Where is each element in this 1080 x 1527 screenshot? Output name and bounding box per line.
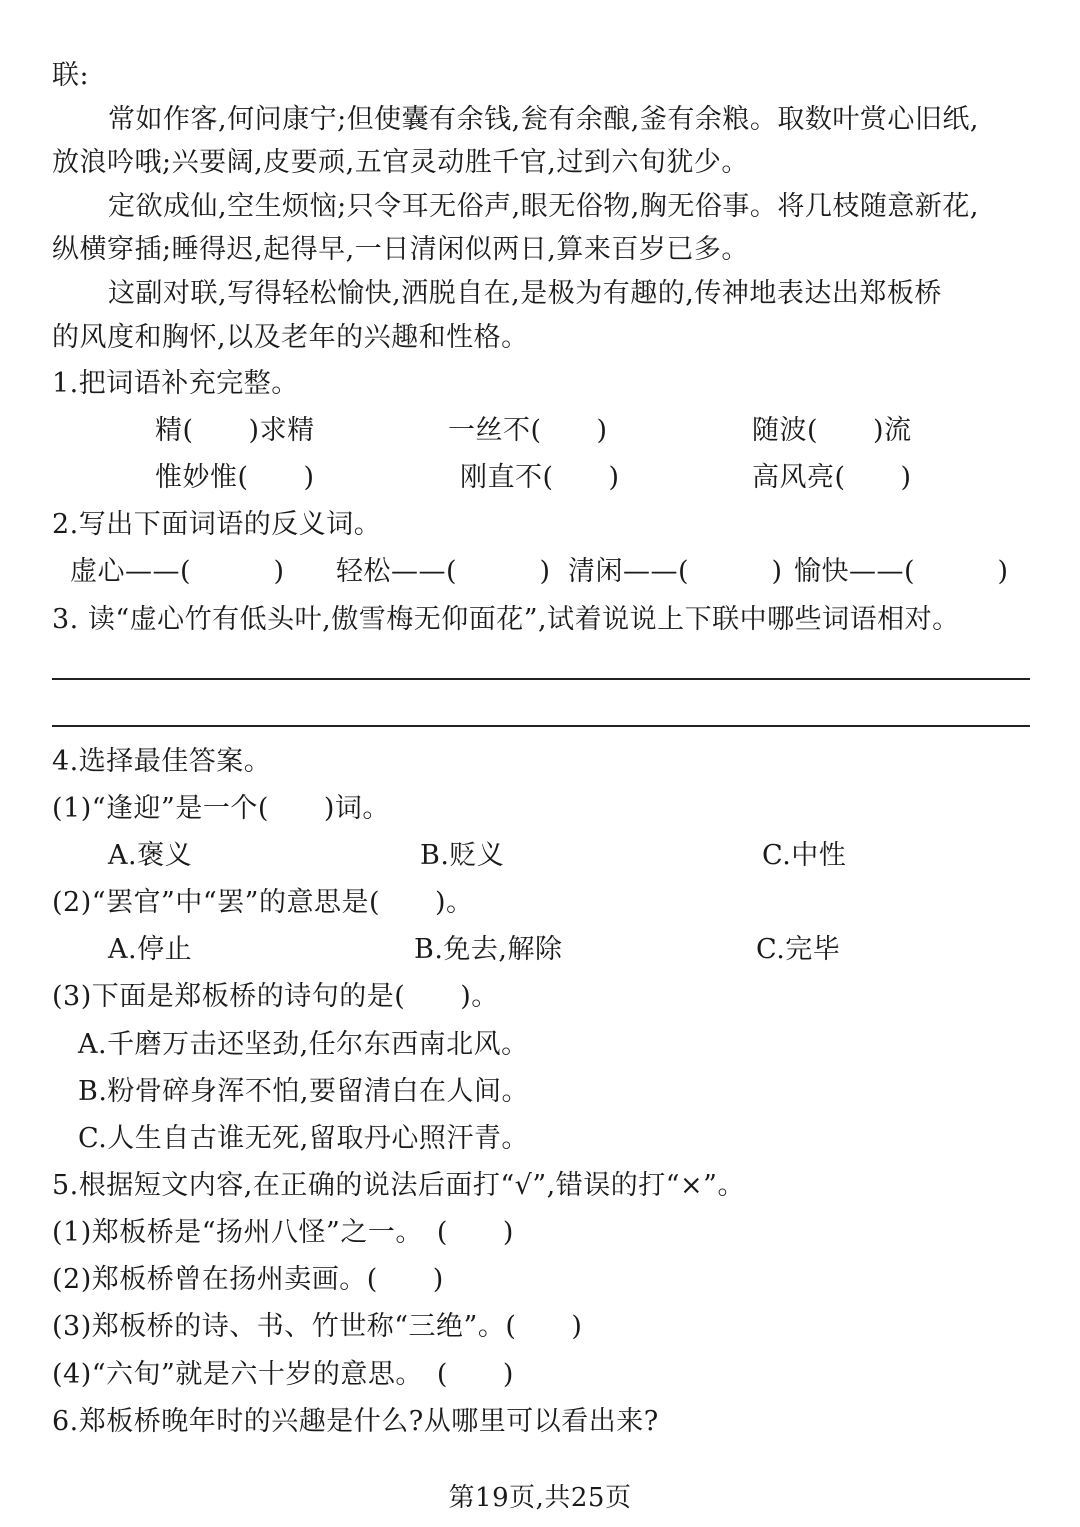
q5-statement-2: (2)郑板桥曾在扬州卖画。( ) bbox=[52, 1264, 444, 1295]
q4-sub2-option-c: C.完毕 bbox=[756, 934, 841, 965]
question-6-stem: 6.郑板桥晚年时的兴趣是什么?从哪里可以看出来? bbox=[52, 1406, 659, 1437]
couplet-first-line-1: 常如作客,何问康宁;但使囊有余钱,瓮有余酿,釜有余粮。取数叶赏心旧纸, bbox=[108, 104, 979, 135]
passage-heading: 联: bbox=[52, 60, 90, 91]
q1-item-6: 高风亮( ) bbox=[752, 462, 912, 493]
couplet-first-line-2: 放浪吟哦;兴要阔,皮要顽,五官灵动胜千官,过到六旬犹少。 bbox=[52, 147, 749, 178]
question-5-stem: 5.根据短文内容,在正确的说法后面打“√”,错误的打“×”。 bbox=[52, 1170, 745, 1201]
q4-sub2-stem: (2)“罢官”中“罢”的意思是( )。 bbox=[52, 887, 474, 918]
couplet-second-line-2: 纵横穿插;睡得迟,起得早,一日清闲似两日,算来百岁已多。 bbox=[52, 234, 749, 265]
q4-sub2-option-b: B.免去,解除 bbox=[414, 934, 563, 965]
q5-statement-3: (3)郑板桥的诗、书、竹世称“三绝”。( ) bbox=[52, 1311, 583, 1342]
q1-item-1: 精( )求精 bbox=[155, 415, 315, 446]
q1-item-4: 惟妙惟( ) bbox=[155, 462, 315, 493]
q4-sub3-option-a: A.千磨万击还坚劲,任尔东西南北风。 bbox=[78, 1029, 529, 1060]
q2-item-4: 愉快——( ) bbox=[794, 556, 1009, 587]
q2-item-2: 轻松——( ) bbox=[336, 556, 551, 587]
q4-sub1-option-a: A.褒义 bbox=[108, 840, 193, 871]
q5-statement-1: (1)郑板桥是“扬州八怪”之一。 ( ) bbox=[52, 1217, 514, 1248]
q5-statement-4: (4)“六旬”就是六十岁的意思。 ( ) bbox=[52, 1359, 514, 1390]
q4-sub1-option-b: B.贬义 bbox=[420, 840, 505, 871]
page-indicator: 第19页,共25页 bbox=[448, 1483, 632, 1513]
couplet-second-line-1: 定欲成仙,空生烦恼;只令耳无俗声,眼无俗物,胸无俗事。将几枝随意新花, bbox=[108, 191, 979, 222]
comment-line-1: 这副对联,写得轻松愉快,洒脱自在,是极为有趣的,传神地表达出郑板桥 bbox=[108, 278, 942, 309]
q4-sub1-stem: (1)“逢迎”是一个( )词。 bbox=[52, 793, 390, 824]
q4-sub1-option-c: C.中性 bbox=[762, 840, 847, 871]
comment-line-2: 的风度和胸怀,以及老年的兴趣和性格。 bbox=[52, 322, 529, 353]
q4-sub3-option-c: C.人生自古谁无死,留取丹心照汗青。 bbox=[78, 1123, 529, 1154]
question-4-stem: 4.选择最佳答案。 bbox=[52, 746, 272, 777]
q4-sub3-option-b: B.粉骨碎身浑不怕,要留清白在人间。 bbox=[78, 1076, 530, 1107]
q1-item-2: 一丝不( ) bbox=[448, 415, 608, 446]
answer-line-2[interactable] bbox=[52, 725, 1030, 727]
question-3-stem: 3. 读“虚心竹有低头叶,傲雪梅无仰面花”,试着说说上下联中哪些词语相对。 bbox=[52, 604, 960, 635]
question-1-stem: 1.把词语补充完整。 bbox=[52, 368, 299, 399]
answer-line-1[interactable] bbox=[52, 678, 1030, 680]
question-2-stem: 2.写出下面词语的反义词。 bbox=[52, 509, 382, 540]
q1-item-5: 刚直不( ) bbox=[460, 462, 620, 493]
q1-item-3: 随波( )流 bbox=[752, 415, 912, 446]
q4-sub3-stem: (3)下面是郑板桥的诗句的是( )。 bbox=[52, 981, 499, 1012]
q2-item-3: 清闲——( ) bbox=[568, 556, 783, 587]
q4-sub2-option-a: A.停止 bbox=[108, 934, 193, 965]
q2-item-1: 虚心——( ) bbox=[70, 556, 285, 587]
